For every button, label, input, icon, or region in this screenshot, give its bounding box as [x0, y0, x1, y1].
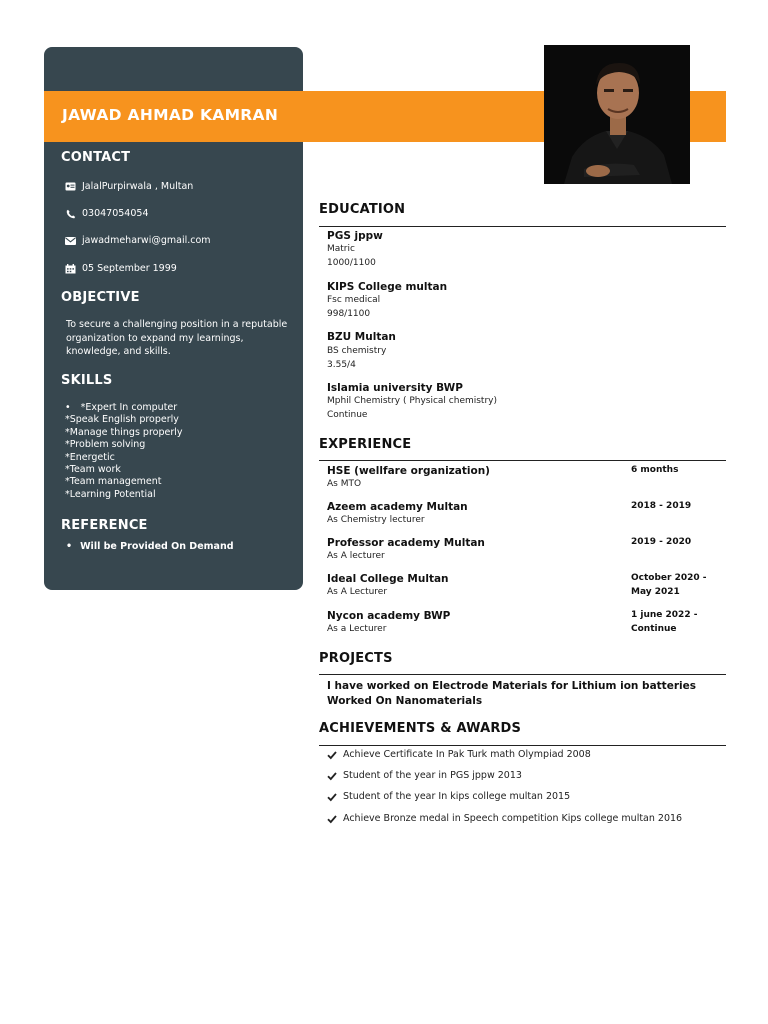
experience-role: As Chemistry lecturer — [327, 515, 425, 525]
experience-role: As MTO — [327, 479, 362, 489]
list-item: *Team work — [65, 464, 121, 476]
education-institution: KIPS College multan — [327, 281, 448, 293]
achievements-heading: ACHIEVEMENTS & AWARDS — [319, 721, 522, 736]
projects-text: I have worked on Electrode Materials for Lithium ion batteries Worked On Nanomaterials — [327, 680, 696, 707]
phone-icon — [65, 209, 76, 219]
education-heading: EDUCATION — [319, 202, 406, 217]
checkmark-icon — [327, 771, 337, 781]
id-card-icon — [65, 182, 76, 192]
experience-org: Ideal College Multan — [327, 573, 449, 585]
education-degree: Fsc medical — [327, 295, 381, 305]
list-item: *Learning Potential — [65, 488, 156, 500]
experience-org: Azeem academy Multan — [327, 501, 468, 513]
candidate-name: JAWAD AHMAD KAMRAN — [62, 106, 279, 124]
education-result: 998/1100 — [327, 309, 371, 319]
experience-role: As a Lecturer — [327, 624, 387, 634]
list-item: *Speak English properly — [65, 414, 179, 426]
education-degree: Matric — [327, 244, 355, 254]
experience-period: 2018 - 2019 — [631, 501, 692, 511]
education-institution: PGS jppw — [327, 230, 383, 242]
experience-role: As A Lecturer — [327, 587, 388, 597]
experience-period: 1 june 2022 - Continue — [631, 610, 698, 634]
experience-org: Nycon academy BWP — [327, 610, 451, 622]
divider — [319, 460, 726, 461]
contact-birthdate — [65, 263, 177, 274]
contact-address-text: JalalPurpirwala , Multan — [82, 181, 194, 192]
list-item: *Energetic — [65, 451, 115, 463]
profile-photo — [544, 45, 690, 184]
education-result: Continue — [327, 410, 368, 420]
skills-heading: SKILLS — [61, 373, 113, 388]
contact-birthdate-text: 05 September 1999 — [82, 263, 177, 274]
contact-phone — [65, 208, 149, 219]
checkmark-icon — [327, 814, 337, 824]
experience-heading: EXPERIENCE — [319, 437, 412, 452]
contact-heading: CONTACT — [61, 150, 131, 165]
contact-email — [65, 235, 211, 246]
list-item: *Manage things properly — [65, 426, 183, 438]
experience-period: October 2020 - May 2021 — [631, 573, 707, 597]
list-item: *Team management — [65, 476, 162, 488]
list-item: Achieve Bronze medal in Speech competition Kips college multan 2016 — [327, 813, 682, 824]
reference-text: • Will be Provided On Demand — [66, 541, 234, 552]
list-item: Student of the year in PGS jppw 2013 — [327, 770, 522, 781]
calendar-icon — [65, 264, 76, 274]
divider — [319, 226, 726, 227]
contact-address — [65, 181, 193, 192]
reference-heading: REFERENCE — [61, 518, 148, 533]
education-institution: Islamia university BWP — [327, 382, 463, 394]
education-degree: BS chemistry — [327, 346, 387, 356]
checkmark-icon — [327, 750, 337, 760]
divider — [319, 745, 726, 746]
contact-phone-text: 03047054054 — [82, 208, 149, 219]
list-item: Student of the year In kips college multan 2015 — [327, 791, 570, 802]
projects-heading: PROJECTS — [319, 651, 393, 666]
experience-org: Professor academy Multan — [327, 537, 485, 549]
envelope-icon — [65, 236, 76, 246]
education-degree: Mphil Chemistry ( Physical chemistry) — [327, 396, 497, 406]
list-item: • *Expert In computer — [65, 402, 178, 413]
experience-org: HSE (wellfare organization) — [327, 465, 490, 477]
skills-list — [65, 402, 183, 501]
education-result: 3.55/4 — [327, 360, 356, 370]
divider — [319, 674, 726, 675]
objective-text: To secure a challenging position in a reputable organization to expand my learnings, knowledge, and skills. — [66, 319, 288, 357]
objective-heading: OBJECTIVE — [61, 290, 140, 305]
checkmark-icon — [327, 792, 337, 802]
experience-role: As A lecturer — [327, 551, 385, 561]
experience-period: 6 months — [631, 465, 679, 475]
experience-period: 2019 - 2020 — [631, 537, 692, 547]
list-item: *Problem solving — [65, 439, 146, 451]
contact-email-text: jawadmeharwi@gmail.com — [82, 235, 211, 246]
list-item: Achieve Certificate In Pak Turk math Olympiad 2008 — [327, 749, 591, 760]
education-result: 1000/1100 — [327, 258, 376, 268]
education-institution: BZU Multan — [327, 331, 396, 343]
